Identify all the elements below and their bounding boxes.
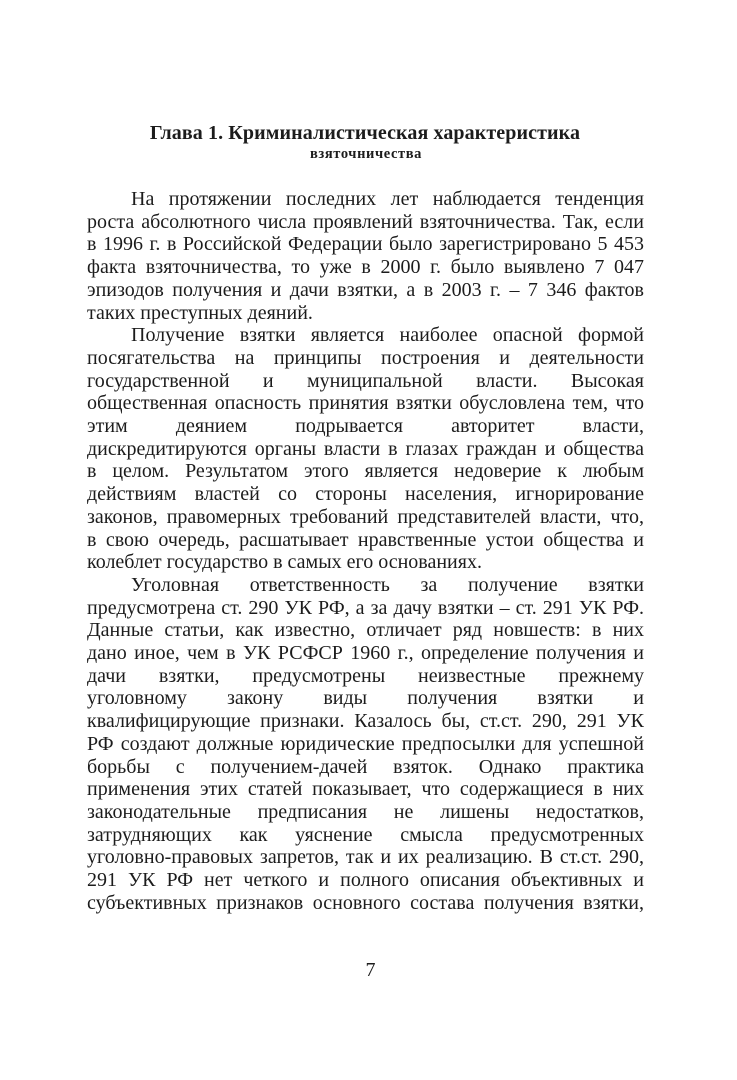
text-line: субъективных признаков основного состава получения взятки,	[87, 891, 644, 914]
page-number: 7	[365, 959, 376, 981]
text-line: дискредитируются органы власти в глазах граждан и общества	[87, 437, 644, 460]
text-line: применения этих статей показывает, что содержащиеся в них	[87, 778, 644, 801]
text-line: Уголовная ответственность за получение взятки	[131, 573, 644, 596]
text-line: законодательные предписания не лишены недостатков,	[87, 800, 644, 823]
text-line: законов, правомерных требований представителей власти, что,	[87, 505, 644, 528]
text-line: общественная опасность принятия взятки обусловлена тем, что	[87, 392, 644, 415]
text-line: в свою очередь, расшатывает нравственные устои общества и	[87, 528, 644, 551]
text-line: в целом. Результатом этого является недоверие к любым	[87, 460, 644, 483]
chapter-title-continuation: взяточничества	[309, 146, 423, 162]
text-line: затрудняющих как уяснение смысла предусмотренных	[87, 823, 644, 846]
text-line: уголовному закону виды получения взятки и	[87, 687, 644, 710]
text-line: в 1996 г. в Российской Федерации было зарегистрировано 5 453	[87, 233, 644, 256]
text-line: эпизодов получения и дачи взятки, а в 2003 г. – 7 346 фактов	[87, 278, 644, 301]
paragraph-1	[87, 188, 644, 324]
text-line: квалифицирующие признаки. Казалось бы, ст.ст. 290, 291 УК	[87, 710, 644, 733]
text-line: дано иное, чем в УК РСФСР 1960 г., определение получения и	[87, 642, 644, 665]
paragraph-3	[87, 574, 644, 915]
text-line: колеблет государство в самых его основаниях.	[87, 551, 482, 574]
text-line: Получение взятки является наиболее опасной формой	[131, 324, 644, 347]
text-line: этим деянием подрывается авторитет власти,	[87, 415, 644, 438]
text-line: Данные статьи, как известно, отличает ряд новшеств: в них	[87, 619, 644, 642]
text-line: факта взяточничества, то уже в 2000 г. было выявлено 7 047	[87, 256, 644, 279]
text-line: государственной и муниципальной власти. Высокая	[87, 369, 644, 392]
text-line: РФ создают должные юридические предпосылки для успешной	[87, 732, 644, 755]
text-line: дачи взятки, предусмотрены неизвестные прежнему	[87, 664, 644, 687]
text-line: посягательства на принципы построения и деятельности	[87, 346, 644, 369]
text-line: борьбы с получением-дачей взяток. Однако практика	[87, 755, 644, 778]
text-line: На протяжении последних лет наблюдается тенденция	[131, 188, 644, 210]
text-line: действиям властей со стороны населения, игнорирование	[87, 483, 644, 506]
text-line: таких преступных деяний.	[87, 301, 313, 324]
body-text	[87, 188, 644, 915]
text-line: роста абсолютного числа проявлений взяточничества. Так, если	[87, 210, 644, 233]
text-line: 291 УК РФ нет четкого и полного описания объективных и	[87, 869, 644, 892]
text-line: уголовно-правовых запретов, так и их реализацию. В ст.ст. 290,	[87, 846, 644, 869]
text-line: предусмотрена ст. 290 УК РФ, а за дачу взятки – ст. 291 УК РФ.	[87, 596, 644, 619]
paragraph-2	[87, 324, 644, 574]
chapter-title: Глава 1. Криминалистическая характеристика	[149, 122, 581, 144]
